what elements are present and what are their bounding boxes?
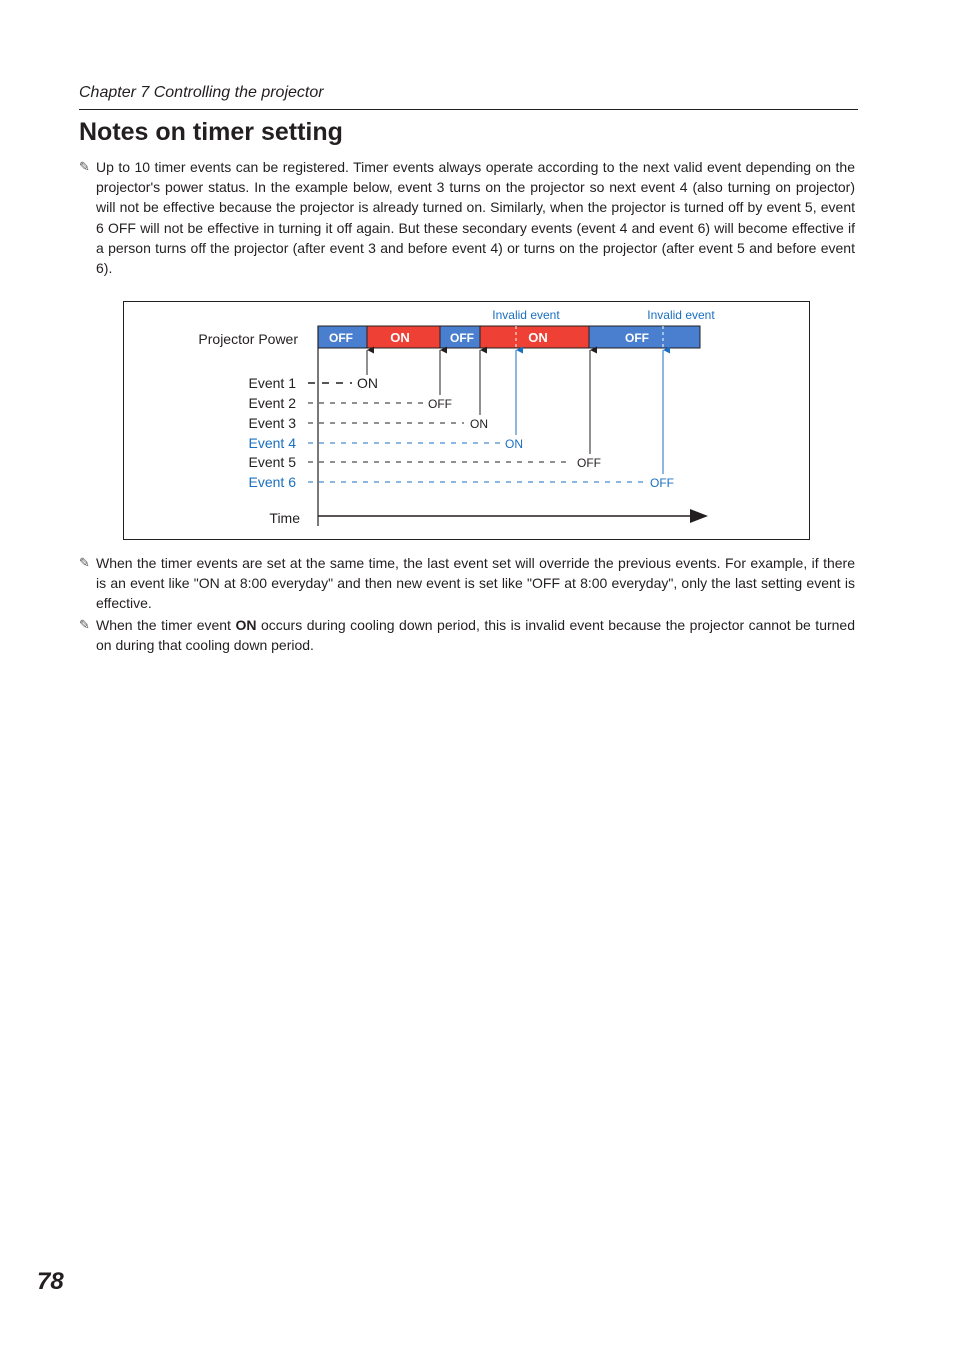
segment-label: OFF — [450, 331, 474, 345]
event-action-label: ON — [470, 417, 488, 431]
header-divider — [79, 109, 858, 110]
note-3-text-after: occurs during cooling down period, this is invalid event because the projector cannot be turned on during that cooling down period. — [96, 617, 856, 654]
segment-label: OFF — [329, 331, 353, 345]
note-1-text: Up to 10 timer events can be registered. Timer events always operate according to the next valid event depending on the projector's power status. In the example below, event 3 turns on the projector so next event 4 (also turning on projector) will not be effective because the projector is already turned on. Similarly, when the projector is turned off by event 5, event 6 OFF will not be effective in turning it off again. But these secondary events (event 4 and event 6) will become effective if a person turns off the projector (after event 3 and before event 4) or turns on the projector (after event 5 and before event 6). — [96, 159, 855, 277]
event-label: Event 2 — [248, 395, 296, 411]
event-label: Event 5 — [248, 454, 296, 470]
timer-diagram — [123, 301, 810, 540]
chapter-header: Chapter 7 Controlling the projector — [79, 84, 324, 101]
segment-label: ON — [390, 330, 410, 345]
pencil-icon: ✎ — [79, 555, 90, 570]
note-3-text-before: When the timer event — [96, 617, 236, 633]
page-number: 78 — [37, 1268, 64, 1295]
invalid-event-label: Invalid event — [647, 308, 715, 322]
invalid-event-label: Invalid event — [492, 308, 560, 322]
event-label: Event 3 — [248, 415, 296, 431]
event-label: Event 4 — [248, 435, 296, 451]
note-3-text — [79, 615, 855, 655]
page-title: Notes on timer setting — [79, 118, 343, 146]
note-1 — [79, 157, 855, 278]
event-action-label: ON — [357, 375, 378, 391]
note-3 — [79, 615, 855, 655]
event-action-label: OFF — [650, 476, 674, 490]
segment-label: OFF — [625, 331, 649, 345]
event-action-label: ON — [505, 437, 523, 451]
pencil-icon: ✎ — [79, 617, 90, 632]
note-2 — [79, 553, 855, 614]
event-label: Event 1 — [248, 375, 296, 391]
event-action-label: OFF — [428, 397, 452, 411]
event-label: Event 6 — [248, 474, 296, 490]
segment-label: ON — [528, 330, 548, 345]
time-arrow-icon — [690, 509, 708, 523]
event-action-label: OFF — [577, 456, 601, 470]
time-label: Time — [269, 510, 300, 526]
pencil-icon: ✎ — [79, 159, 90, 174]
note-3-bold: ON — [235, 617, 257, 633]
projector-power-label: Projector Power — [198, 331, 298, 347]
note-2-text: When the timer events are set at the same time, the last event set will override the previous events. For example, if there is an event like "ON at 8:00 everyday" and then new event is set like "OFF at 8:00 everyday", only the last setting event is effective. — [96, 555, 855, 612]
